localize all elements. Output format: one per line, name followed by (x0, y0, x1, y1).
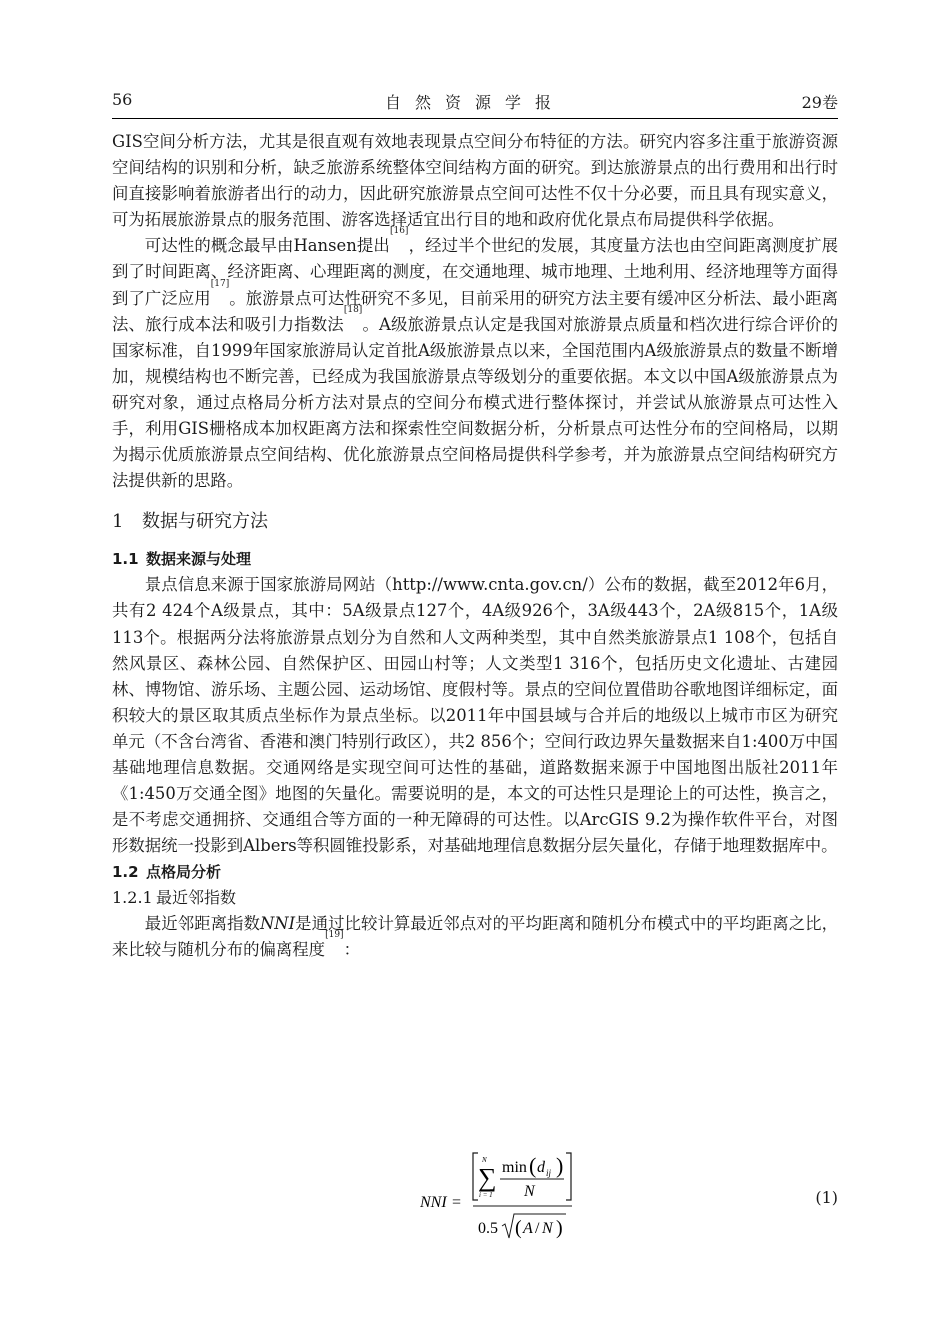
paragraph-text: 。旅游景点可达性研究不多见，目前采用的研究方法主要有缓冲区分析法、最小距离法、旅行成本法和吸引力指数法 (112, 288, 839, 334)
formula-graphic (420, 1148, 580, 1248)
sum-lower: i = 1 (479, 1191, 493, 1199)
section-number: 1.2.1 (112, 888, 153, 908)
section-heading-1-2-1 (112, 885, 838, 911)
page-header (112, 90, 838, 114)
section-title: 数据与研究方法 (142, 511, 268, 533)
citation: [17] (210, 278, 230, 289)
sum-symbol: ∑ (478, 1163, 497, 1192)
paragraph-text: 。A级旅游景点认定是我国对旅游景点质量和档次进行综合评价的国家标准，自1999年国家旅游局认定首批A级旅游景点以来，全国范围内A级旅游景点的数量不断增加，规模结构也不断完善，已经成为我国旅游景点等级划分的重要依据。本文以中国A级旅游景点为研究对象，通过点格局分析方法对景点的空间分布模式进行整体探讨，并尝试从旅游景点可达性入手，利用GIS栅格成本加权距离方法和探索性空间数据分析，分析景点可达性分布的空间格局，以期为揭示优质旅游景点空间结构、优化旅游景点空间格局提供科学参考，并为旅游景点空间结构研究方法提供新的思路。 (112, 314, 839, 491)
nni-symbol: NNI (259, 914, 296, 934)
page-number: 56 (112, 90, 133, 109)
formula-equals: = (452, 1194, 462, 1211)
min-function: min (502, 1159, 527, 1176)
d-subscript: ij (546, 1168, 552, 1178)
paragraph-text: 最近邻距离指数 (144, 914, 260, 934)
paragraph-text: ： (343, 940, 360, 960)
journal-title: 自然资源学报 (384, 93, 565, 112)
paragraph-text: 可达性的概念最早由Hansen提出 (144, 236, 390, 256)
section-heading-1-2 (112, 859, 838, 885)
sum-upper: N (482, 1156, 487, 1164)
section-title: 数据来源与处理 (146, 550, 252, 569)
right-bracket (566, 1153, 571, 1200)
header-rule (112, 118, 838, 119)
sqrt-paren-open: ( (515, 1217, 522, 1239)
section-number: 1.1 (112, 550, 139, 569)
section-heading-1-1 (112, 546, 838, 572)
paren-close: ) (556, 1153, 564, 1178)
paragraph-text: 是通过比较计算最近邻点对的平均距离和随机分布模式中的平均距离之比，来比较与随机分布的偏离程度 (112, 914, 838, 960)
inner-denominator: N (524, 1183, 535, 1200)
paren-open: ( (529, 1153, 537, 1178)
den-coefficient: 0.5 (478, 1220, 498, 1237)
section-title: 最近邻指数 (156, 888, 237, 908)
citation: [18] (343, 304, 363, 315)
section-heading-1 (112, 508, 838, 536)
den-N: N (542, 1220, 553, 1237)
formula-lhs: NNI (420, 1194, 447, 1211)
den-A: A (523, 1220, 533, 1237)
article-body (112, 129, 838, 964)
d-variable: d (537, 1159, 545, 1176)
volume-label: 29卷 (801, 93, 838, 112)
paragraph-data-source: 景点信息来源于国家旅游局网站（http://www.cnta.gov.cn/）公布的数据，截至2012年6月，共有2 424个A级景点，其中：5A级景点127个，4A级926个，3A级443个，2A级815个，1A级113个。根据两分法将旅游景点划分为自然和人文两种类型，其中自然类旅游景点1 108个，包括自然风景区、森林公园、自然保护区、田园山村等；人文类型1 316个，包括历史文化遗址、古建园林、博物馆、游乐场、主题公园、运动场馆、度假村等。景点的空间位置借助谷歌地图详细标定，面积较大的景区取其质点坐标作为景点坐标。以2011年中国县域与合并后的地级以上城市市区为研究单元（不含台湾省、香港和澳门特别行政区），共2 856个；空间行政边界矢量数据来自1:400万中国基础地理信息数据。交通网络是实现空间可达性的基础，道路数据来源于中国地图出版社2011年《1:450万交通全图》地图的矢量化。需要说明的是，本文的可达性只是理论上的可达性，换言之，是不考虑交通拥挤、交通组合等方面的一种无障碍的可达性。以ArcGIS 9.2为操作软件平台，对图形数据统一投影到Albers等积圆锥投影系，对基础地理信息数据分层矢量化，存储于地理数据库中。 (112, 575, 838, 856)
paragraph-nni (112, 911, 838, 963)
paragraph-text: ，经过半个世纪的发展，其度量方法也由空间距离测度扩展到了时间距离、经济距离、心理距离的测度，在交通地理、城市地理、土地利用、经济地理等方面得到了广泛应用 (112, 236, 838, 308)
citation: [19] (325, 930, 344, 941)
den-slash: / (535, 1220, 540, 1237)
section-title: 点格局分析 (146, 863, 222, 882)
section-number: 1 (112, 511, 124, 533)
section-number: 1.2 (112, 863, 139, 882)
paragraph-intro-continued: GIS空间分析方法，尤其是很直观有效地表现景点空间分布特征的方法。研究内容多注重于旅游资源空间结构的识别和分析，缺乏旅游系统整体空间结构方面的研究。到达旅游景点的出行费用和出行时间直接影响着旅游者出行的动力，因此研究旅游景点空间可达性不仅十分必要，而且具有现实意义，可为拓展旅游景点的服务范围、游客选择适宜出行目的地和政府优化景点布局提供科学依据。 (112, 132, 838, 230)
nni-formula (420, 1148, 580, 1248)
equation-number: (1) (815, 1188, 838, 1207)
citation: [16] (389, 226, 409, 237)
paragraph-accessibility (112, 226, 839, 494)
sqrt-paren-close: ) (556, 1217, 563, 1239)
